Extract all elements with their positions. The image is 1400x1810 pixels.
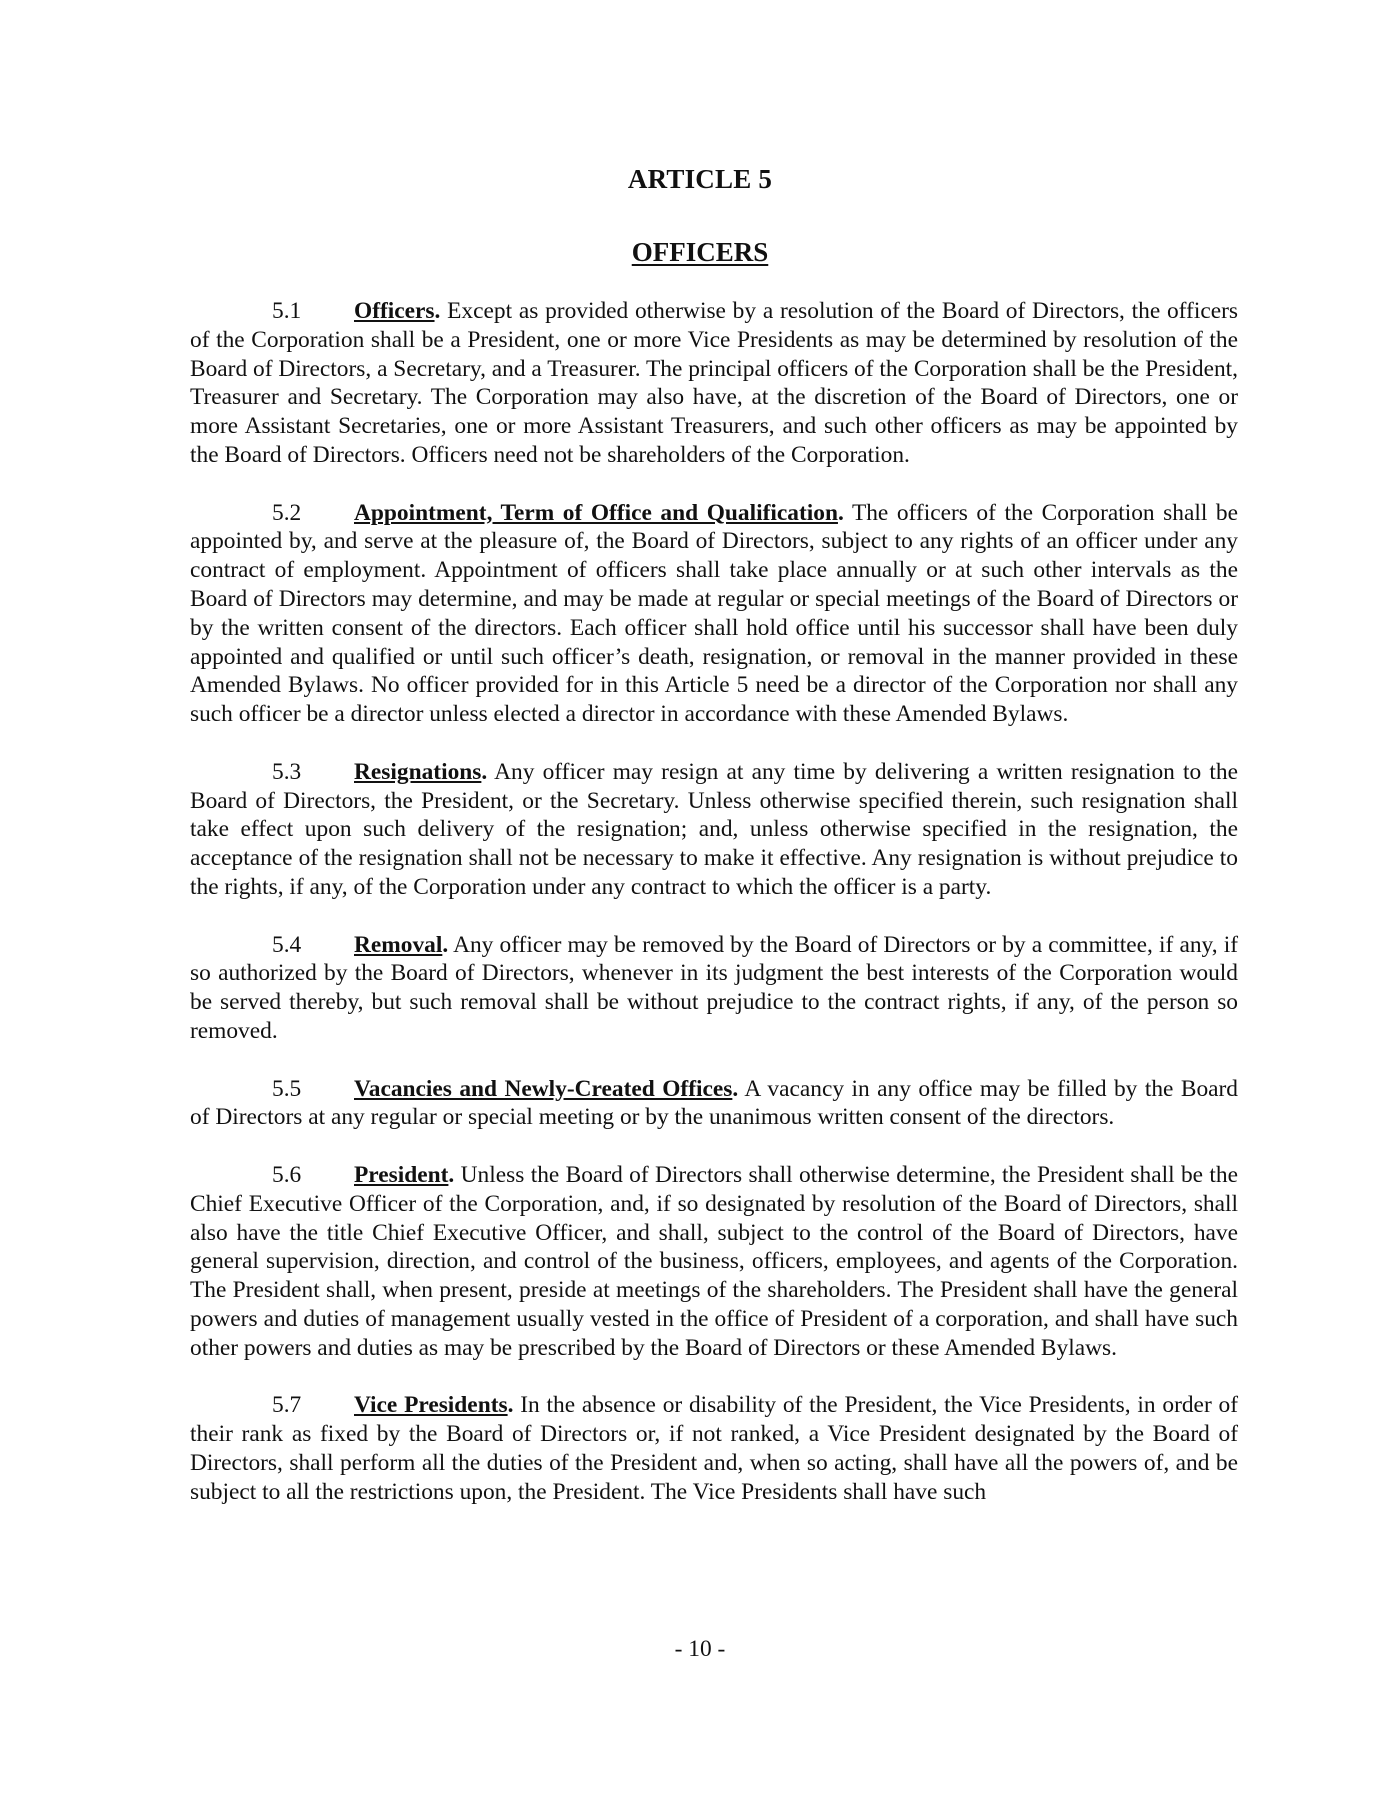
section-title: Vacancies and Newly-Created Offices [354, 1075, 733, 1102]
section-title: Appointment, Term of Office and Qualification [354, 499, 838, 526]
section-5-1: 5.1 Officers. Except as provided otherwise by a resolution of the Board of Directors, the officers of the Corporation shall be a President, one or more Vice Presidents as may be determined by resolution of the Board of Directors, a Secretary, and a Treasurer. The principal officers of the Corporation shall be the President, Treasurer and Secretary. The Corporation may also have, at the discretion of the Board of Directors, one or more Assistant Secretaries, one or more Assistant Treasurers, and such other officers as may be appointed by the Board of Directors. Officers need not be shareholders of the Corporation. [190, 298, 1238, 468]
section-text: Any officer may resign at any time by delivering a written resignation to the Board of Directors, the President, or the Secretary. Unless otherwise specified therein, such resignation shall take effect upon such delivery of the resignation; and, unless otherwise specified in the resignation, the acceptance of the resignation shall not be necessary to make it effective. Any resignation is without prejudice to the rights, if any, of the Corporation under any contract to which the officer is a party. [190, 758, 1238, 900]
section-title: Removal [354, 931, 443, 958]
article-heading: OFFICERS [631, 237, 769, 267]
section-number: 5.2 [272, 499, 302, 526]
section-title: Resignations [354, 758, 482, 785]
section-number: 5.3 [272, 758, 302, 785]
page-number: - 10 - [674, 1636, 726, 1662]
section-text: The officers of the Corporation shall be appointed by, and serve at the pleasure of, the Board of Directors, subject to any rights of an officer under any contract of employment. Appointment of officers shall take place annually or at such other intervals as the Board of Directors may determine, and may be made at regular or special meetings of the Board of Directors or by the written consent of the directors. Each officer shall hold office until his successor shall have been duly appointed and qualified or until such officer’s death, resignation, or removal in the manner provided in these Amended Bylaws. No officer provided for in this Article 5 need be a director of the Corporation nor shall any such officer be a director unless elected a director in accordance with these Amended Bylaws. [190, 499, 1238, 728]
section-title: Officers [354, 298, 435, 324]
section-text: A vacancy in any office may be filled by the Board of Directors at any regular or special meeting or by the unanimous written consent of the directors. [190, 1075, 1239, 1131]
section-5-7: 5.7 Vice Presidents. In the absence or disability of the President, the Vice Presidents, in order of their rank as fixed by the Board of Directors or, if not ranked, a Vice President designated by the Board of Directors, shall perform all the duties of the President and, when so acting, shall have all the powers of, and be subject to all the restrictions upon, the President. The Vice Presidents shall have such [190, 1392, 1239, 1505]
section-title: Vice Presidents [354, 1392, 508, 1419]
section-number: 5.5 [272, 1075, 302, 1102]
section-number: 5.7 [272, 1392, 302, 1419]
section-text: Unless the Board of Directors shall otherwise determine, the President shall be the Chief Executive Officer of the Corporation, and, if so designated by resolution of the Board of Directors, shall also have the title Chief Executive Officer, and shall, subject to the control of the Board of Directors, have general supervision, direction, and control of the business, officers, employees, and agents of the Corporation. The President shall, when present, preside at meetings of the shareholders. The President shall have the general powers and duties of management usually vested in the office of President of a corporation, and shall have such other powers and duties as may be prescribed by the Board of Directors or these Amended Bylaws. [190, 1161, 1238, 1361]
article-title: ARTICLE 5 [627, 164, 773, 194]
section-5-4: 5.4 Removal. Any officer may be removed by the Board of Directors or by a committee, if any, if so authorized by the Board of Directors, whenever in its judgment the best interests of the Corporation would be served thereby, but such removal shall be without prejudice to the contract rights, if any, of the person so removed. [190, 931, 1238, 1044]
section-text: Any officer may be removed by the Board of Directors or by a committee, if any, if so authorized by the Board of Directors, whenever in its judgment the best interests of the Corporation would be served thereby, but such removal shall be without prejudice to the contract rights, if any, of the person so removed. [190, 931, 1238, 1044]
section-text: In the absence or disability of the President, the Vice Presidents, in order of their rank as fixed by the Board of Directors or, if not ranked, a Vice President designated by the Board of Directors, shall perform all the duties of the President and, when so acting, shall have all the powers of, and be subject to all the restrictions upon, the President. The Vice Presidents shall have such [190, 1392, 1239, 1505]
section-5-2: 5.2 Appointment, Term of Office and Qualification. The officers of the Corporation shall be appointed by, and serve at the pleasure of, the Board of Directors, subject to any rights of an officer under any contract of employment. Appointment of officers shall take place annually or at such other intervals as the Board of Directors may determine, and may be made at regular or special meetings of the Board of Directors or by the written consent of the directors. Each officer shall hold office until his successor shall have been duly appointed and qualified or until such officer’s death, resignation, or removal in the manner provided in these Amended Bylaws. No officer provided for in this Article 5 need be a director of the Corporation nor shall any such officer be a director unless elected a director in accordance with these Amended Bylaws. [190, 499, 1238, 728]
section-text: Except as provided otherwise by a resolution of the Board of Directors, the officers of the Corporation shall be a President, one or more Vice Presidents as may be determined by resolution of the Board of Directors, a Secretary, and a Treasurer. The principal officers of the Corporation shall be the President, Treasurer and Secretary. The Corporation may also have, at the discretion of the Board of Directors, one or more Assistant Secretaries, one or more Assistant Treasurers, and such other officers as may be appointed by the Board of Directors. Officers need not be shareholders of the Corporation. [190, 298, 1238, 468]
section-number: 5.1 [272, 298, 302, 324]
section-5-6: 5.6 President. Unless the Board of Directors shall otherwise determine, the President shall be the Chief Executive Officer of the Corporation, and, if so designated by resolution of the Board of Directors, shall also have the title Chief Executive Officer, and shall, subject to the control of the Board of Directors, have general supervision, direction, and control of the business, officers, employees, and agents of the Corporation. The President shall, when present, preside at meetings of the shareholders. The President shall have the general powers and duties of management usually vested in the office of President of a corporation, and shall have such other powers and duties as may be prescribed by the Board of Directors or these Amended Bylaws. [190, 1161, 1238, 1361]
section-number: 5.4 [272, 931, 302, 958]
document-body [190, 297, 1238, 1535]
section-title: President [354, 1161, 449, 1188]
section-5-5: 5.5 Vacancies and Newly-Created Offices. A vacancy in any office may be filled by the Board of Directors at any regular or special meeting or by the unanimous written consent of the directors. [190, 1075, 1239, 1131]
section-5-3: 5.3 Resignations. Any officer may resign at any time by delivering a written resignation to the Board of Directors, the President, or the Secretary. Unless otherwise specified therein, such resignation shall take effect upon such delivery of the resignation; and, unless otherwise specified in the resignation, the acceptance of the resignation shall not be necessary to make it effective. Any resignation is without prejudice to the rights, if any, of the Corporation under any contract to which the officer is a party. [190, 758, 1238, 900]
section-number: 5.6 [272, 1161, 302, 1188]
